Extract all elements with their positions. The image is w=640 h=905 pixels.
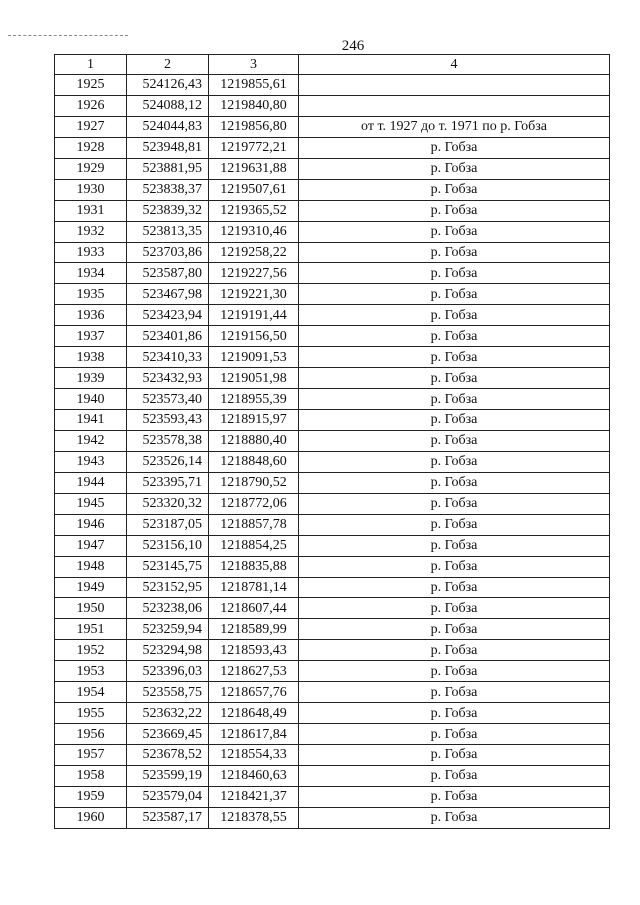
description-cell: р. Гобза	[299, 724, 610, 745]
x-coordinate-cell: 523526,14	[127, 451, 209, 472]
table-row	[55, 137, 610, 158]
point-number-cell: 1942	[55, 430, 127, 451]
x-coordinate-cell: 523396,03	[127, 661, 209, 682]
table-body	[55, 75, 610, 829]
description-cell: р. Гобза	[299, 305, 610, 326]
y-coordinate-cell: 1218460,63	[209, 765, 299, 786]
description-cell: р. Гобза	[299, 389, 610, 410]
point-number-cell: 1955	[55, 703, 127, 724]
table-row	[55, 451, 610, 472]
y-coordinate-cell: 1218554,33	[209, 745, 299, 766]
description-cell: р. Гобза	[299, 221, 610, 242]
description-cell: р. Гобза	[299, 661, 610, 682]
x-coordinate-cell: 523401,86	[127, 326, 209, 347]
description-cell: р. Гобза	[299, 430, 610, 451]
y-coordinate-cell: 1218848,60	[209, 451, 299, 472]
point-number-cell: 1929	[55, 158, 127, 179]
x-coordinate-cell: 523259,94	[127, 619, 209, 640]
description-cell: р. Гобза	[299, 410, 610, 431]
point-number-cell: 1959	[55, 786, 127, 807]
x-coordinate-cell: 523395,71	[127, 472, 209, 493]
table-row	[55, 786, 610, 807]
description-cell: р. Гобза	[299, 284, 610, 305]
description-cell: р. Гобза	[299, 786, 610, 807]
y-coordinate-cell: 1218857,78	[209, 514, 299, 535]
point-number-cell: 1935	[55, 284, 127, 305]
x-coordinate-cell: 523187,05	[127, 514, 209, 535]
header-col-1: 1	[55, 55, 127, 75]
header-col-4: 4	[299, 55, 610, 75]
table-row	[55, 116, 610, 137]
description-cell: р. Гобза	[299, 745, 610, 766]
point-number-cell: 1946	[55, 514, 127, 535]
x-coordinate-cell: 523578,38	[127, 430, 209, 451]
table-row	[55, 305, 610, 326]
table-row	[55, 221, 610, 242]
x-coordinate-cell: 523587,80	[127, 263, 209, 284]
x-coordinate-cell: 523145,75	[127, 556, 209, 577]
description-cell: р. Гобза	[299, 619, 610, 640]
y-coordinate-cell: 1218772,06	[209, 493, 299, 514]
x-coordinate-cell: 523558,75	[127, 682, 209, 703]
point-number-cell: 1943	[55, 451, 127, 472]
y-coordinate-cell: 1219631,88	[209, 158, 299, 179]
y-coordinate-cell: 1218627,53	[209, 661, 299, 682]
x-coordinate-cell: 523573,40	[127, 389, 209, 410]
point-number-cell: 1932	[55, 221, 127, 242]
point-number-cell: 1939	[55, 368, 127, 389]
table-row	[55, 703, 610, 724]
x-coordinate-cell: 524044,83	[127, 116, 209, 137]
table-row	[55, 724, 610, 745]
point-number-cell: 1936	[55, 305, 127, 326]
header-row	[55, 55, 610, 75]
table-row	[55, 242, 610, 263]
table-header	[55, 55, 610, 75]
table-row	[55, 347, 610, 368]
x-coordinate-cell: 523579,04	[127, 786, 209, 807]
point-number-cell: 1949	[55, 577, 127, 598]
description-cell: р. Гобза	[299, 200, 610, 221]
x-coordinate-cell: 523813,35	[127, 221, 209, 242]
y-coordinate-cell: 1218617,84	[209, 724, 299, 745]
x-coordinate-cell: 523587,17	[127, 807, 209, 828]
point-number-cell: 1940	[55, 389, 127, 410]
table-row	[55, 389, 610, 410]
table-row	[55, 514, 610, 535]
x-coordinate-cell: 523599,19	[127, 765, 209, 786]
y-coordinate-cell: 1218790,52	[209, 472, 299, 493]
y-coordinate-cell: 1218421,37	[209, 786, 299, 807]
x-coordinate-cell: 523593,43	[127, 410, 209, 431]
y-coordinate-cell: 1219772,21	[209, 137, 299, 158]
point-number-cell: 1944	[55, 472, 127, 493]
table-row	[55, 745, 610, 766]
description-cell: р. Гобза	[299, 535, 610, 556]
x-coordinate-cell: 523238,06	[127, 598, 209, 619]
point-number-cell: 1934	[55, 263, 127, 284]
description-cell	[299, 75, 610, 96]
description-cell: р. Гобза	[299, 158, 610, 179]
x-coordinate-cell: 523423,94	[127, 305, 209, 326]
description-cell: р. Гобза	[299, 347, 610, 368]
y-coordinate-cell: 1219156,50	[209, 326, 299, 347]
description-cell: р. Гобза	[299, 703, 610, 724]
y-coordinate-cell: 1218880,40	[209, 430, 299, 451]
x-coordinate-cell: 523467,98	[127, 284, 209, 305]
description-cell: р. Гобза	[299, 514, 610, 535]
point-number-cell: 1945	[55, 493, 127, 514]
table-row	[55, 179, 610, 200]
description-cell: р. Гобза	[299, 326, 610, 347]
table-row	[55, 430, 610, 451]
table-row	[55, 807, 610, 828]
x-coordinate-cell: 523881,95	[127, 158, 209, 179]
description-cell: р. Гобза	[299, 472, 610, 493]
point-number-cell: 1937	[55, 326, 127, 347]
point-number-cell: 1960	[55, 807, 127, 828]
y-coordinate-cell: 1219507,61	[209, 179, 299, 200]
point-number-cell: 1938	[55, 347, 127, 368]
scan-artifact-line	[8, 35, 128, 36]
point-number-cell: 1925	[55, 75, 127, 96]
description-cell: р. Гобза	[299, 598, 610, 619]
x-coordinate-cell: 523632,22	[127, 703, 209, 724]
x-coordinate-cell: 523152,95	[127, 577, 209, 598]
y-coordinate-cell: 1219365,52	[209, 200, 299, 221]
x-coordinate-cell: 523432,93	[127, 368, 209, 389]
table-row	[55, 75, 610, 96]
table-row	[55, 619, 610, 640]
page-number: 246	[341, 38, 365, 54]
point-number-cell: 1948	[55, 556, 127, 577]
point-number-cell: 1927	[55, 116, 127, 137]
x-coordinate-cell: 523838,37	[127, 179, 209, 200]
table-row	[55, 368, 610, 389]
point-number-cell: 1930	[55, 179, 127, 200]
description-cell: р. Гобза	[299, 242, 610, 263]
table-row	[55, 640, 610, 661]
y-coordinate-cell: 1218955,39	[209, 389, 299, 410]
y-coordinate-cell: 1218648,49	[209, 703, 299, 724]
table-row	[55, 682, 610, 703]
table-row	[55, 158, 610, 179]
table-row	[55, 200, 610, 221]
description-cell	[299, 95, 610, 116]
coordinates-table	[54, 54, 610, 829]
table-row	[55, 493, 610, 514]
x-coordinate-cell: 523703,86	[127, 242, 209, 263]
y-coordinate-cell: 1219310,46	[209, 221, 299, 242]
table-row	[55, 263, 610, 284]
point-number-cell: 1951	[55, 619, 127, 640]
y-coordinate-cell: 1218915,97	[209, 410, 299, 431]
table-row	[55, 661, 610, 682]
y-coordinate-cell: 1219855,61	[209, 75, 299, 96]
header-col-3: 3	[209, 55, 299, 75]
point-number-cell: 1931	[55, 200, 127, 221]
description-cell: р. Гобза	[299, 493, 610, 514]
x-coordinate-cell: 523294,98	[127, 640, 209, 661]
description-cell: р. Гобза	[299, 368, 610, 389]
point-number-cell: 1954	[55, 682, 127, 703]
point-number-cell: 1947	[55, 535, 127, 556]
y-coordinate-cell: 1218378,55	[209, 807, 299, 828]
x-coordinate-cell: 524088,12	[127, 95, 209, 116]
y-coordinate-cell: 1218854,25	[209, 535, 299, 556]
y-coordinate-cell: 1219221,30	[209, 284, 299, 305]
point-number-cell: 1957	[55, 745, 127, 766]
table-row	[55, 765, 610, 786]
description-cell: р. Гобза	[299, 682, 610, 703]
x-coordinate-cell: 523320,32	[127, 493, 209, 514]
x-coordinate-cell: 523839,32	[127, 200, 209, 221]
y-coordinate-cell: 1219856,80	[209, 116, 299, 137]
point-number-cell: 1928	[55, 137, 127, 158]
y-coordinate-cell: 1218835,88	[209, 556, 299, 577]
table-row	[55, 410, 610, 431]
table-row	[55, 577, 610, 598]
header-col-2: 2	[127, 55, 209, 75]
point-number-cell: 1953	[55, 661, 127, 682]
y-coordinate-cell: 1218607,44	[209, 598, 299, 619]
table-row	[55, 556, 610, 577]
description-cell: р. Гобза	[299, 451, 610, 472]
y-coordinate-cell: 1218593,43	[209, 640, 299, 661]
table-row	[55, 284, 610, 305]
point-number-cell: 1950	[55, 598, 127, 619]
y-coordinate-cell: 1218657,76	[209, 682, 299, 703]
description-cell: р. Гобза	[299, 263, 610, 284]
y-coordinate-cell: 1219051,98	[209, 368, 299, 389]
x-coordinate-cell: 524126,43	[127, 75, 209, 96]
table-row	[55, 326, 610, 347]
point-number-cell: 1956	[55, 724, 127, 745]
y-coordinate-cell: 1218781,14	[209, 577, 299, 598]
point-number-cell: 1958	[55, 765, 127, 786]
description-cell: р. Гобза	[299, 765, 610, 786]
description-cell: р. Гобза	[299, 556, 610, 577]
description-cell: от т. 1927 до т. 1971 по р. Гобза	[299, 116, 610, 137]
table-row	[55, 598, 610, 619]
x-coordinate-cell: 523678,52	[127, 745, 209, 766]
point-number-cell: 1933	[55, 242, 127, 263]
y-coordinate-cell: 1219191,44	[209, 305, 299, 326]
table-row	[55, 95, 610, 116]
point-number-cell: 1941	[55, 410, 127, 431]
y-coordinate-cell: 1219091,53	[209, 347, 299, 368]
y-coordinate-cell: 1219258,22	[209, 242, 299, 263]
description-cell: р. Гобза	[299, 577, 610, 598]
description-cell: р. Гобза	[299, 179, 610, 200]
x-coordinate-cell: 523669,45	[127, 724, 209, 745]
description-cell: р. Гобза	[299, 137, 610, 158]
description-cell: р. Гобза	[299, 807, 610, 828]
description-cell: р. Гобза	[299, 640, 610, 661]
y-coordinate-cell: 1219227,56	[209, 263, 299, 284]
x-coordinate-cell: 523410,33	[127, 347, 209, 368]
table-row	[55, 472, 610, 493]
x-coordinate-cell: 523156,10	[127, 535, 209, 556]
y-coordinate-cell: 1218589,99	[209, 619, 299, 640]
point-number-cell: 1952	[55, 640, 127, 661]
table-row	[55, 535, 610, 556]
y-coordinate-cell: 1219840,80	[209, 95, 299, 116]
point-number-cell: 1926	[55, 95, 127, 116]
x-coordinate-cell: 523948,81	[127, 137, 209, 158]
